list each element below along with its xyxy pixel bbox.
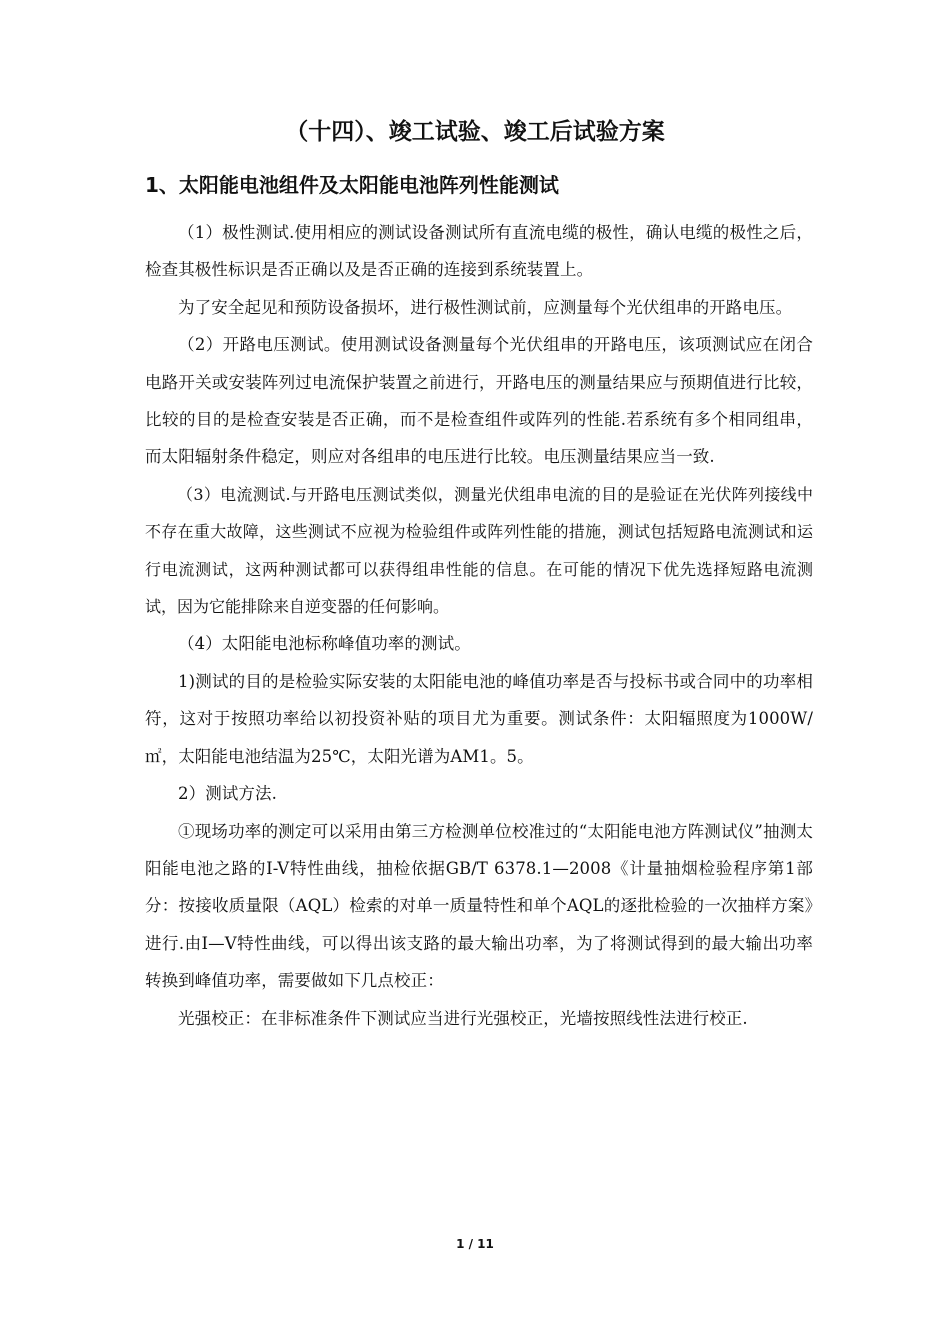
paragraph-field-power-measurement: ①现场功率的测定可以采用由第三方检测单位校准过的“太阳能电池方阵测试仪”抽测太阳能电池之路的I-V特性曲线，抽检依据GB/T 6378.1—2008《计量抽烟检验程序第1部分：按接收质量限（AQL）检索的对单一质量特性和单个AQL的逐批检验的一次抽样方案》进行.由I—V特性曲线，可以得出该支路的最大输出功率，为了将测试得到的最大输出功率转换到峰值功率，需要做如下几点校正： [145, 821, 813, 991]
section-heading: 1、太阳能电池组件及太阳能电池阵列性能测试 [145, 173, 559, 197]
paragraph-open-circuit-voltage-test: （2）开路电压测试。使用测试设备测量每个光伏组串的开路电压，该项测试应在闭合电路开关或安装阵列过电流保护装置之前进行，开路电压的测量结果应与预期值进行比较，比较的目的是检查安装是否正确，而不是检查组件或阵列的性能.若系统有多个相同组串，而太阳辐射条件稳定，则应对各组串的电压进行比较。电压测量结果应当一致. [145, 335, 813, 467]
paragraph-peak-power-heading: （4）太阳能电池标称峰值功率的测试。 [178, 634, 471, 654]
document-title: （十四）、竣工试验、竣工后试验方案 [285, 119, 665, 145]
paragraph-irradiance-correction: 光强校正：在非标准条件下测试应当进行光强校正，光墙按照线性法进行校正. [178, 1008, 748, 1028]
paragraph-safety-note: 为了安全起见和预防设备损坏，进行极性测试前，应测量每个光伏组串的开路电压。 [178, 297, 793, 317]
paragraph-test-method: 2）测试方法. [178, 784, 277, 804]
paragraph-test-purpose: 1)测试的目的是检验实际安装的太阳能电池的峰值功率是否与投标书或合同中的功率相符，这对于按照功率给以初投资补贴的项目尤为重要。测试条件：太阳辐照度为1000W/㎡，太阳能电池结温为25℃，太阳光谱为AM1。5。 [145, 671, 813, 766]
paragraph-current-test: （3）电流测试.与开路电压测试类似，测量光伏组串电流的目的是验证在光伏阵列接线中不存在重大故障，这些测试不应视为检验组件或阵列性能的措施，测试包括短路电流测试和运行电流测试，这两种测试都可以获得组串性能的信息。在可能的情况下优先选择短路电流测试，因为它能排除来自逆变器的任何影响。 [145, 484, 813, 617]
paragraph-polarity-test: （1）极性测试.使用相应的测试设备测试所有直流电缆的极性，确认电缆的极性之后，检查其极性标识是否正确以及是否正确的连接到系统装置上。 [145, 223, 813, 280]
document-body [145, 214, 813, 1037]
page-number: 1 / 11 [456, 1237, 494, 1251]
